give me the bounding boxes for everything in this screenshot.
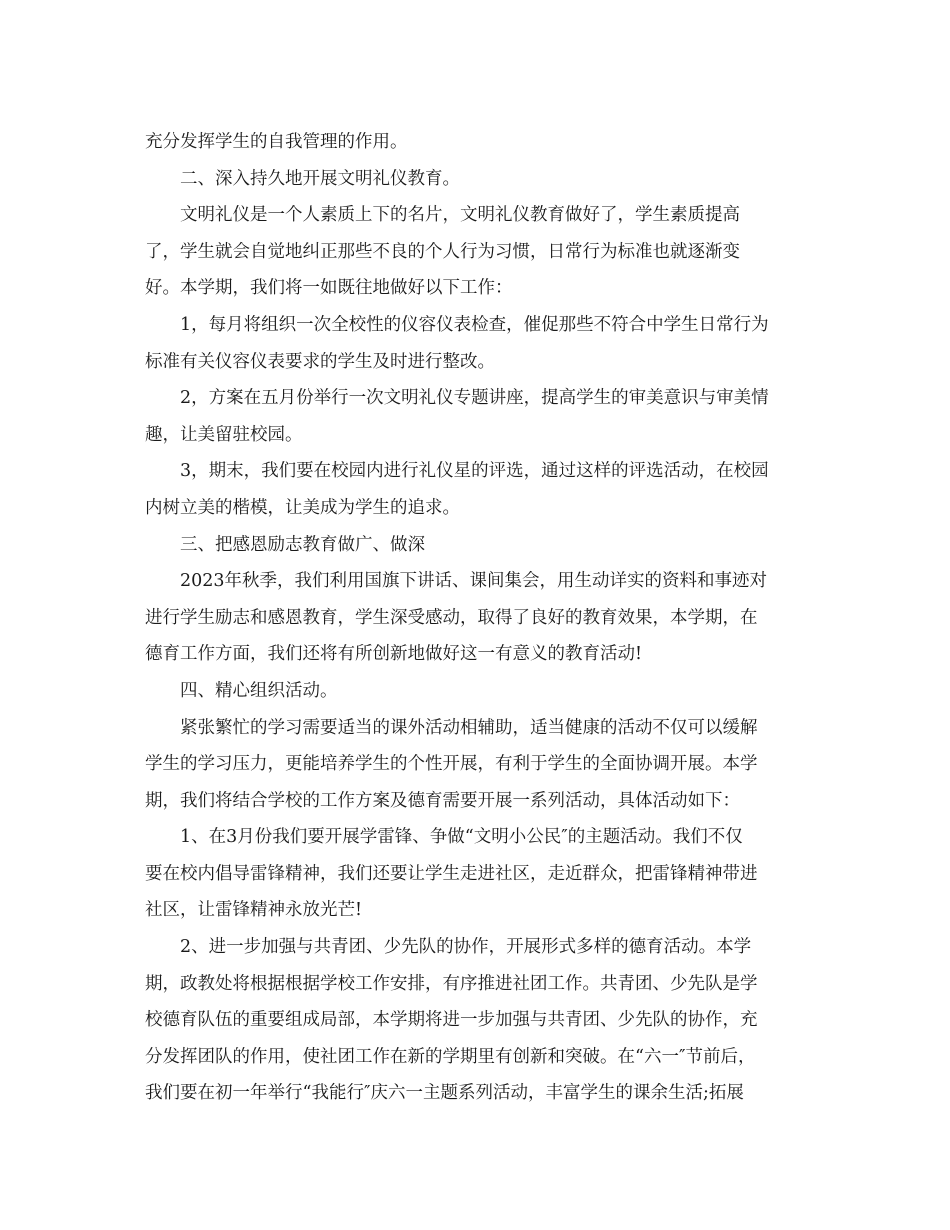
text-line: 二、深入持久地开展文明礼仪教育。 [145, 168, 460, 189]
text-line: 进行学生励志和感恩教育，学生深受感动，取得了良好的教育效果，本学期，在 [145, 607, 758, 628]
text-line: 充分发挥学生的自我管理的作用。 [145, 132, 408, 152]
text-line: 学生的学习压力，更能培养学生的个性开展，有利于学生的全面协调开展。本学 [145, 754, 758, 775]
text-line: 我们要在初一年举行“我能行″庆六一主题系列活动，丰富学生的课余生活;拓展 [145, 1083, 744, 1104]
text-line: 标准有关仪容仪表要求的学生及时进行整改。 [145, 351, 495, 372]
text-line: 2023年秋季，我们利用国旗下讲话、课间集会，用生动详实的资料和事迹对 [145, 571, 768, 592]
text-line: 期，我们将结合学校的工作方案及德育需要开展一系列活动，具体活动如下： [145, 790, 740, 811]
text-line: 分发挥团队的作用，使社团工作在新的学期里有创新和突破。在“六一″节前后， [145, 1046, 756, 1067]
text-line: 了，学生就会自觉地纠正那些不良的个人行为习惯，日常行为标准也就逐渐变 [145, 241, 740, 262]
text-line: 3，期末，我们要在校园内进行礼仪星的评选，通过这样的评选活动，在校园 [145, 461, 769, 482]
text-line: 德育工作方面，我们还将有所创新地做好这一有意义的教育活动! [145, 644, 643, 665]
text-line: 好。本学期，我们将一如既往地做好以下工作： [145, 278, 513, 299]
text-line: 紧张繁忙的学习需要适当的课外活动相辅助，适当健康的活动不仅可以缓解 [145, 717, 758, 738]
text-line: 社区，让雷锋精神永放光芒! [145, 900, 363, 921]
text-line: 四、精心组织活动。 [145, 680, 338, 701]
text-line: 要在校内倡导雷锋精神，我们还要让学生走进社区，走近群众，把雷锋精神带进 [145, 863, 758, 884]
text-line: 趣，让美留驻校园。 [145, 424, 303, 445]
text-line: 1，每月将组织一次全校性的仪容仪表检查，催促那些不符合中学生日常行为 [145, 314, 769, 335]
text-line: 校德育队伍的重要组成局部，本学期将进一步加强与共青团、少先队的协作，充 [145, 1010, 758, 1031]
document-body [145, 124, 805, 1112]
text-line: 1、在3月份我们要开展学雷锋、争做“文明小公民″的主题活动。我们不仅 [145, 827, 743, 848]
text-line: 期，政教处将根据根据学校工作安排，有序推进社团工作。共青团、少先队是学 [145, 973, 758, 994]
text-line: 2，方案在五月份举行一次文明礼仪专题讲座，提高学生的审美意识与审美情 [145, 388, 769, 409]
text-line: 三、把感恩励志教育做广、做深 [145, 534, 425, 555]
text-line: 文明礼仪是一个人素质上下的名片，文明礼仪教育做好了，学生素质提高 [145, 205, 740, 226]
text-line: 2、进一步加强与共青团、少先队的协作，开展形式多样的德育活动。本学 [145, 937, 752, 958]
text-line: 内树立美的楷模，让美成为学生的追求。 [145, 497, 460, 518]
